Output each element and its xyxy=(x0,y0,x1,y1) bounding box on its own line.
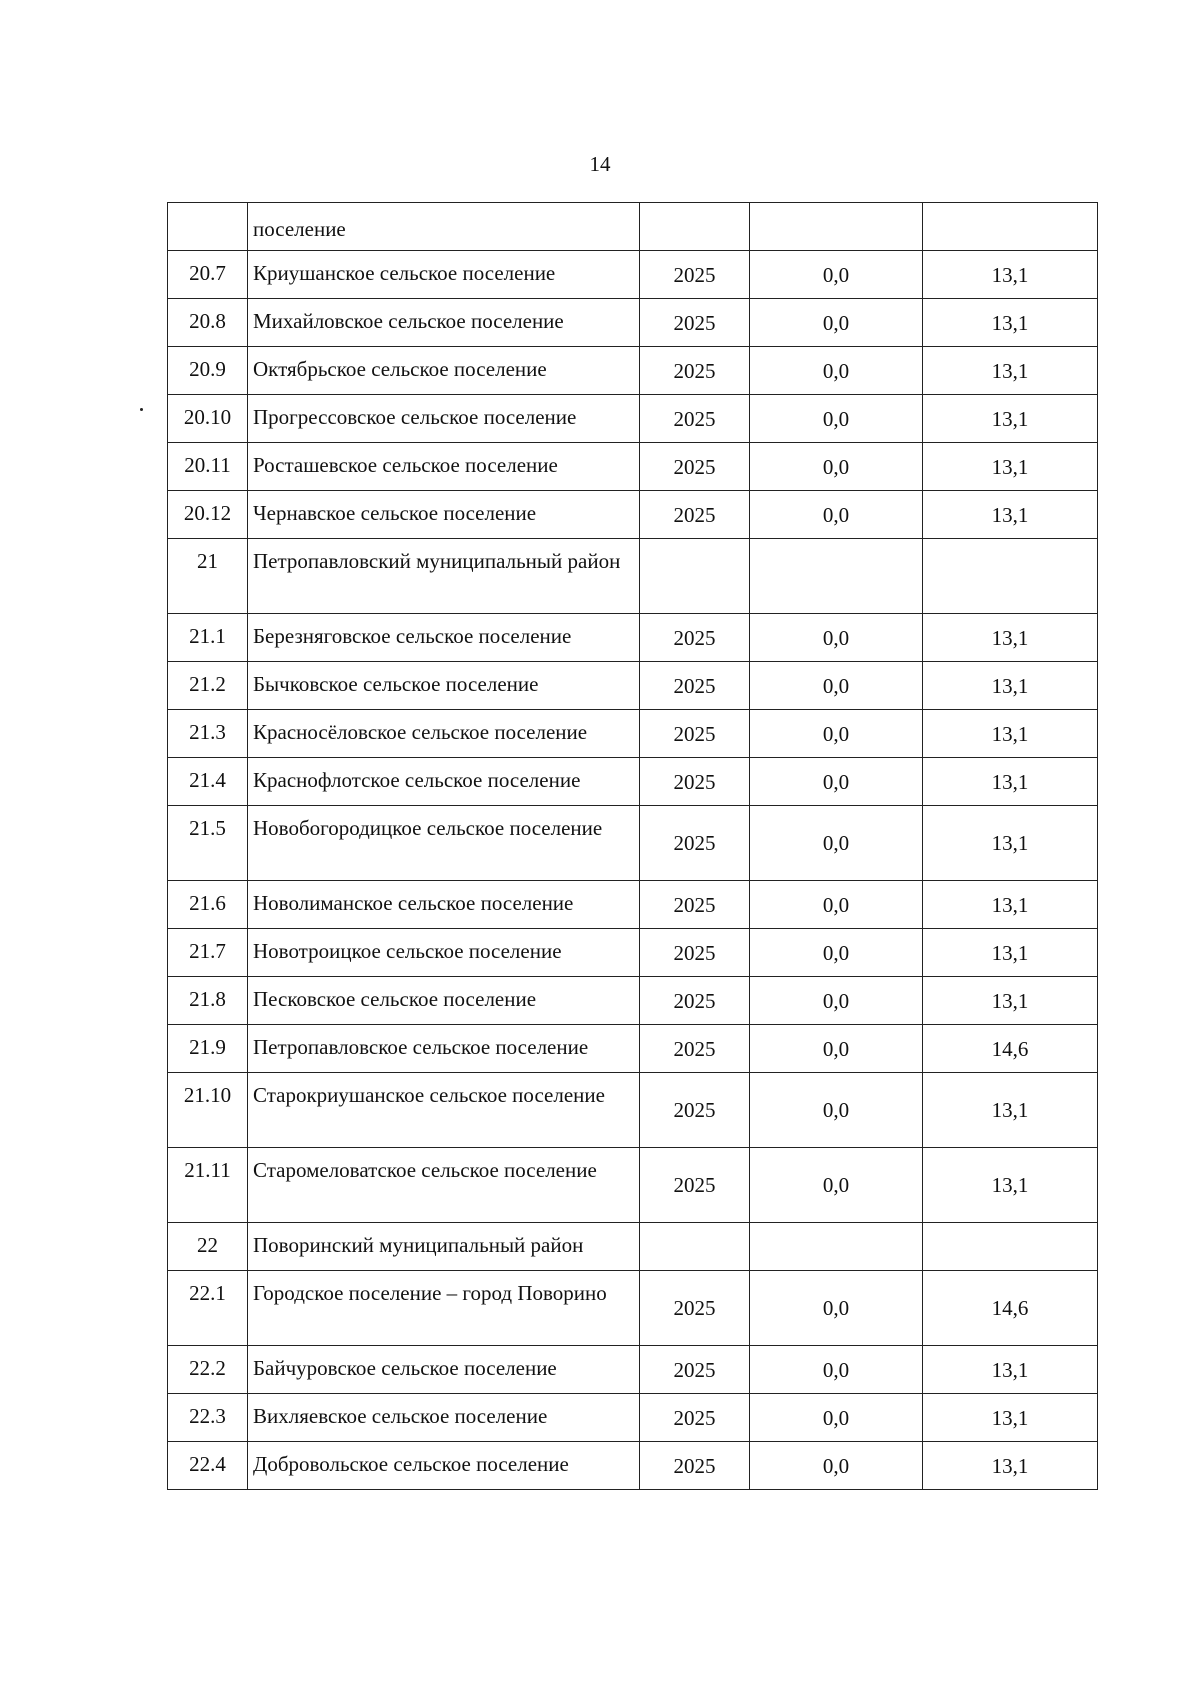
value-2-cell: 13,1 xyxy=(923,251,1098,299)
value-1-cell xyxy=(750,203,923,251)
table-row xyxy=(168,443,1098,491)
year-cell xyxy=(640,539,750,614)
settlement-name: Михайловское сельское поселение xyxy=(248,299,640,347)
table-row xyxy=(168,395,1098,443)
value-2-cell: 13,1 xyxy=(923,710,1098,758)
value-2-cell xyxy=(923,1223,1098,1271)
row-number: 21 xyxy=(168,539,248,614)
value-2-cell: 13,1 xyxy=(923,347,1098,395)
settlement-name: Чернавское сельское поселение xyxy=(248,491,640,539)
value-2-cell: 13,1 xyxy=(923,299,1098,347)
row-number: 21.1 xyxy=(168,614,248,662)
row-number xyxy=(168,203,248,251)
table-row xyxy=(168,1394,1098,1442)
settlement-name: Новолиманское сельское поселение xyxy=(248,881,640,929)
row-number: 20.11 xyxy=(168,443,248,491)
row-number: 20.12 xyxy=(168,491,248,539)
value-2-cell: 13,1 xyxy=(923,806,1098,881)
year-cell: 2025 xyxy=(640,1271,750,1346)
table-row xyxy=(168,1271,1098,1346)
table-row xyxy=(168,347,1098,395)
value-1-cell: 0,0 xyxy=(750,881,923,929)
row-number: 22.2 xyxy=(168,1346,248,1394)
value-2-cell: 13,1 xyxy=(923,491,1098,539)
value-2-cell: 13,1 xyxy=(923,977,1098,1025)
value-2-cell: 13,1 xyxy=(923,758,1098,806)
year-cell xyxy=(640,1223,750,1271)
value-1-cell: 0,0 xyxy=(750,1148,923,1223)
value-1-cell: 0,0 xyxy=(750,1394,923,1442)
settlement-name: Краснофлотское сельское поселение xyxy=(248,758,640,806)
settlement-name: Песковское сельское поселение xyxy=(248,977,640,1025)
value-2-cell: 13,1 xyxy=(923,395,1098,443)
value-1-cell: 0,0 xyxy=(750,977,923,1025)
settlement-name: Новотроицкое сельское поселение xyxy=(248,929,640,977)
table-row xyxy=(168,881,1098,929)
table-row xyxy=(168,614,1098,662)
row-number: 22.1 xyxy=(168,1271,248,1346)
year-cell: 2025 xyxy=(640,347,750,395)
row-number: 21.10 xyxy=(168,1073,248,1148)
year-cell: 2025 xyxy=(640,1394,750,1442)
year-cell: 2025 xyxy=(640,1442,750,1490)
settlement-name: Бычковское сельское поселение xyxy=(248,662,640,710)
value-1-cell: 0,0 xyxy=(750,1346,923,1394)
value-1-cell: 0,0 xyxy=(750,929,923,977)
value-2-cell xyxy=(923,539,1098,614)
settlement-name: Новобогородицкое сельское поселение xyxy=(248,806,640,881)
value-1-cell: 0,0 xyxy=(750,299,923,347)
row-number: 20.10 xyxy=(168,395,248,443)
settlement-name: Красносёловское сельское поселение xyxy=(248,710,640,758)
value-1-cell: 0,0 xyxy=(750,347,923,395)
value-1-cell: 0,0 xyxy=(750,758,923,806)
year-cell: 2025 xyxy=(640,299,750,347)
year-cell: 2025 xyxy=(640,710,750,758)
value-2-cell: 13,1 xyxy=(923,614,1098,662)
value-2-cell xyxy=(923,203,1098,251)
settlement-name: Октябрьское сельское поселение xyxy=(248,347,640,395)
value-1-cell: 0,0 xyxy=(750,491,923,539)
table-row xyxy=(168,203,1098,251)
row-number: 20.9 xyxy=(168,347,248,395)
scan-speck xyxy=(140,408,143,411)
value-2-cell: 13,1 xyxy=(923,1148,1098,1223)
settlement-name: Петропавловское сельское поселение xyxy=(248,1025,640,1073)
value-1-cell: 0,0 xyxy=(750,395,923,443)
value-2-cell: 14,6 xyxy=(923,1025,1098,1073)
table-row xyxy=(168,491,1098,539)
value-1-cell: 0,0 xyxy=(750,614,923,662)
table-row xyxy=(168,539,1098,614)
value-1-cell: 0,0 xyxy=(750,1442,923,1490)
value-1-cell: 0,0 xyxy=(750,1271,923,1346)
settlement-name: Петропавловский муниципальный район xyxy=(248,539,640,614)
year-cell: 2025 xyxy=(640,491,750,539)
year-cell: 2025 xyxy=(640,758,750,806)
year-cell: 2025 xyxy=(640,1346,750,1394)
value-1-cell: 0,0 xyxy=(750,443,923,491)
settlement-name: Старомеловатское сельское поселение xyxy=(248,1148,640,1223)
value-2-cell: 14,6 xyxy=(923,1271,1098,1346)
value-1-cell: 0,0 xyxy=(750,662,923,710)
table-row xyxy=(168,929,1098,977)
settlement-name: Прогрессовское сельское поселение xyxy=(248,395,640,443)
settlements-table xyxy=(167,202,1098,1490)
value-1-cell: 0,0 xyxy=(750,806,923,881)
value-2-cell: 13,1 xyxy=(923,1073,1098,1148)
row-number: 22.4 xyxy=(168,1442,248,1490)
row-number: 21.3 xyxy=(168,710,248,758)
row-number: 21.5 xyxy=(168,806,248,881)
row-number: 21.9 xyxy=(168,1025,248,1073)
table-row xyxy=(168,299,1098,347)
row-number: 21.8 xyxy=(168,977,248,1025)
year-cell: 2025 xyxy=(640,614,750,662)
page-number: 14 xyxy=(589,152,611,176)
table-row xyxy=(168,251,1098,299)
value-1-cell: 0,0 xyxy=(750,710,923,758)
value-2-cell: 13,1 xyxy=(923,1394,1098,1442)
year-cell xyxy=(640,203,750,251)
table-row xyxy=(168,1442,1098,1490)
table-row xyxy=(168,1346,1098,1394)
value-1-cell xyxy=(750,539,923,614)
table-row xyxy=(168,710,1098,758)
year-cell: 2025 xyxy=(640,806,750,881)
settlement-name: Росташевское сельское поселение xyxy=(248,443,640,491)
row-number: 21.2 xyxy=(168,662,248,710)
year-cell: 2025 xyxy=(640,1148,750,1223)
year-cell: 2025 xyxy=(640,881,750,929)
settlement-name: Добровольское сельское поселение xyxy=(248,1442,640,1490)
row-number: 22 xyxy=(168,1223,248,1271)
year-cell: 2025 xyxy=(640,977,750,1025)
value-2-cell: 13,1 xyxy=(923,1346,1098,1394)
settlement-name: Городское поселение – город Поворино xyxy=(248,1271,640,1346)
year-cell: 2025 xyxy=(640,929,750,977)
year-cell: 2025 xyxy=(640,443,750,491)
settlement-name: Байчуровское сельское поселение xyxy=(248,1346,640,1394)
table-row xyxy=(168,1223,1098,1271)
row-number: 21.7 xyxy=(168,929,248,977)
year-cell: 2025 xyxy=(640,1025,750,1073)
value-2-cell: 13,1 xyxy=(923,443,1098,491)
row-number: 20.7 xyxy=(168,251,248,299)
year-cell: 2025 xyxy=(640,1073,750,1148)
value-1-cell: 0,0 xyxy=(750,1025,923,1073)
value-2-cell: 13,1 xyxy=(923,1442,1098,1490)
table-row xyxy=(168,758,1098,806)
table-row xyxy=(168,1073,1098,1148)
settlement-name: Вихляевское сельское поселение xyxy=(248,1394,640,1442)
row-number: 21.11 xyxy=(168,1148,248,1223)
row-number: 22.3 xyxy=(168,1394,248,1442)
year-cell: 2025 xyxy=(640,662,750,710)
table-row xyxy=(168,977,1098,1025)
year-cell: 2025 xyxy=(640,395,750,443)
value-1-cell xyxy=(750,1223,923,1271)
row-number: 21.4 xyxy=(168,758,248,806)
year-cell: 2025 xyxy=(640,251,750,299)
value-2-cell: 13,1 xyxy=(923,929,1098,977)
table-row xyxy=(168,1148,1098,1223)
settlement-name: Березняговское сельское поселение xyxy=(248,614,640,662)
row-number: 20.8 xyxy=(168,299,248,347)
table-row xyxy=(168,1025,1098,1073)
table-row xyxy=(168,806,1098,881)
value-1-cell: 0,0 xyxy=(750,251,923,299)
row-number: 21.6 xyxy=(168,881,248,929)
table-body xyxy=(168,203,1098,1490)
value-1-cell: 0,0 xyxy=(750,1073,923,1148)
value-2-cell: 13,1 xyxy=(923,881,1098,929)
table-row xyxy=(168,662,1098,710)
settlement-name: Старокриушанское сельское поселение xyxy=(248,1073,640,1148)
settlement-name: Криушанское сельское поселение xyxy=(248,251,640,299)
settlement-name: поселение xyxy=(248,203,640,251)
settlement-name: Поворинский муниципальный район xyxy=(248,1223,640,1271)
value-2-cell: 13,1 xyxy=(923,662,1098,710)
